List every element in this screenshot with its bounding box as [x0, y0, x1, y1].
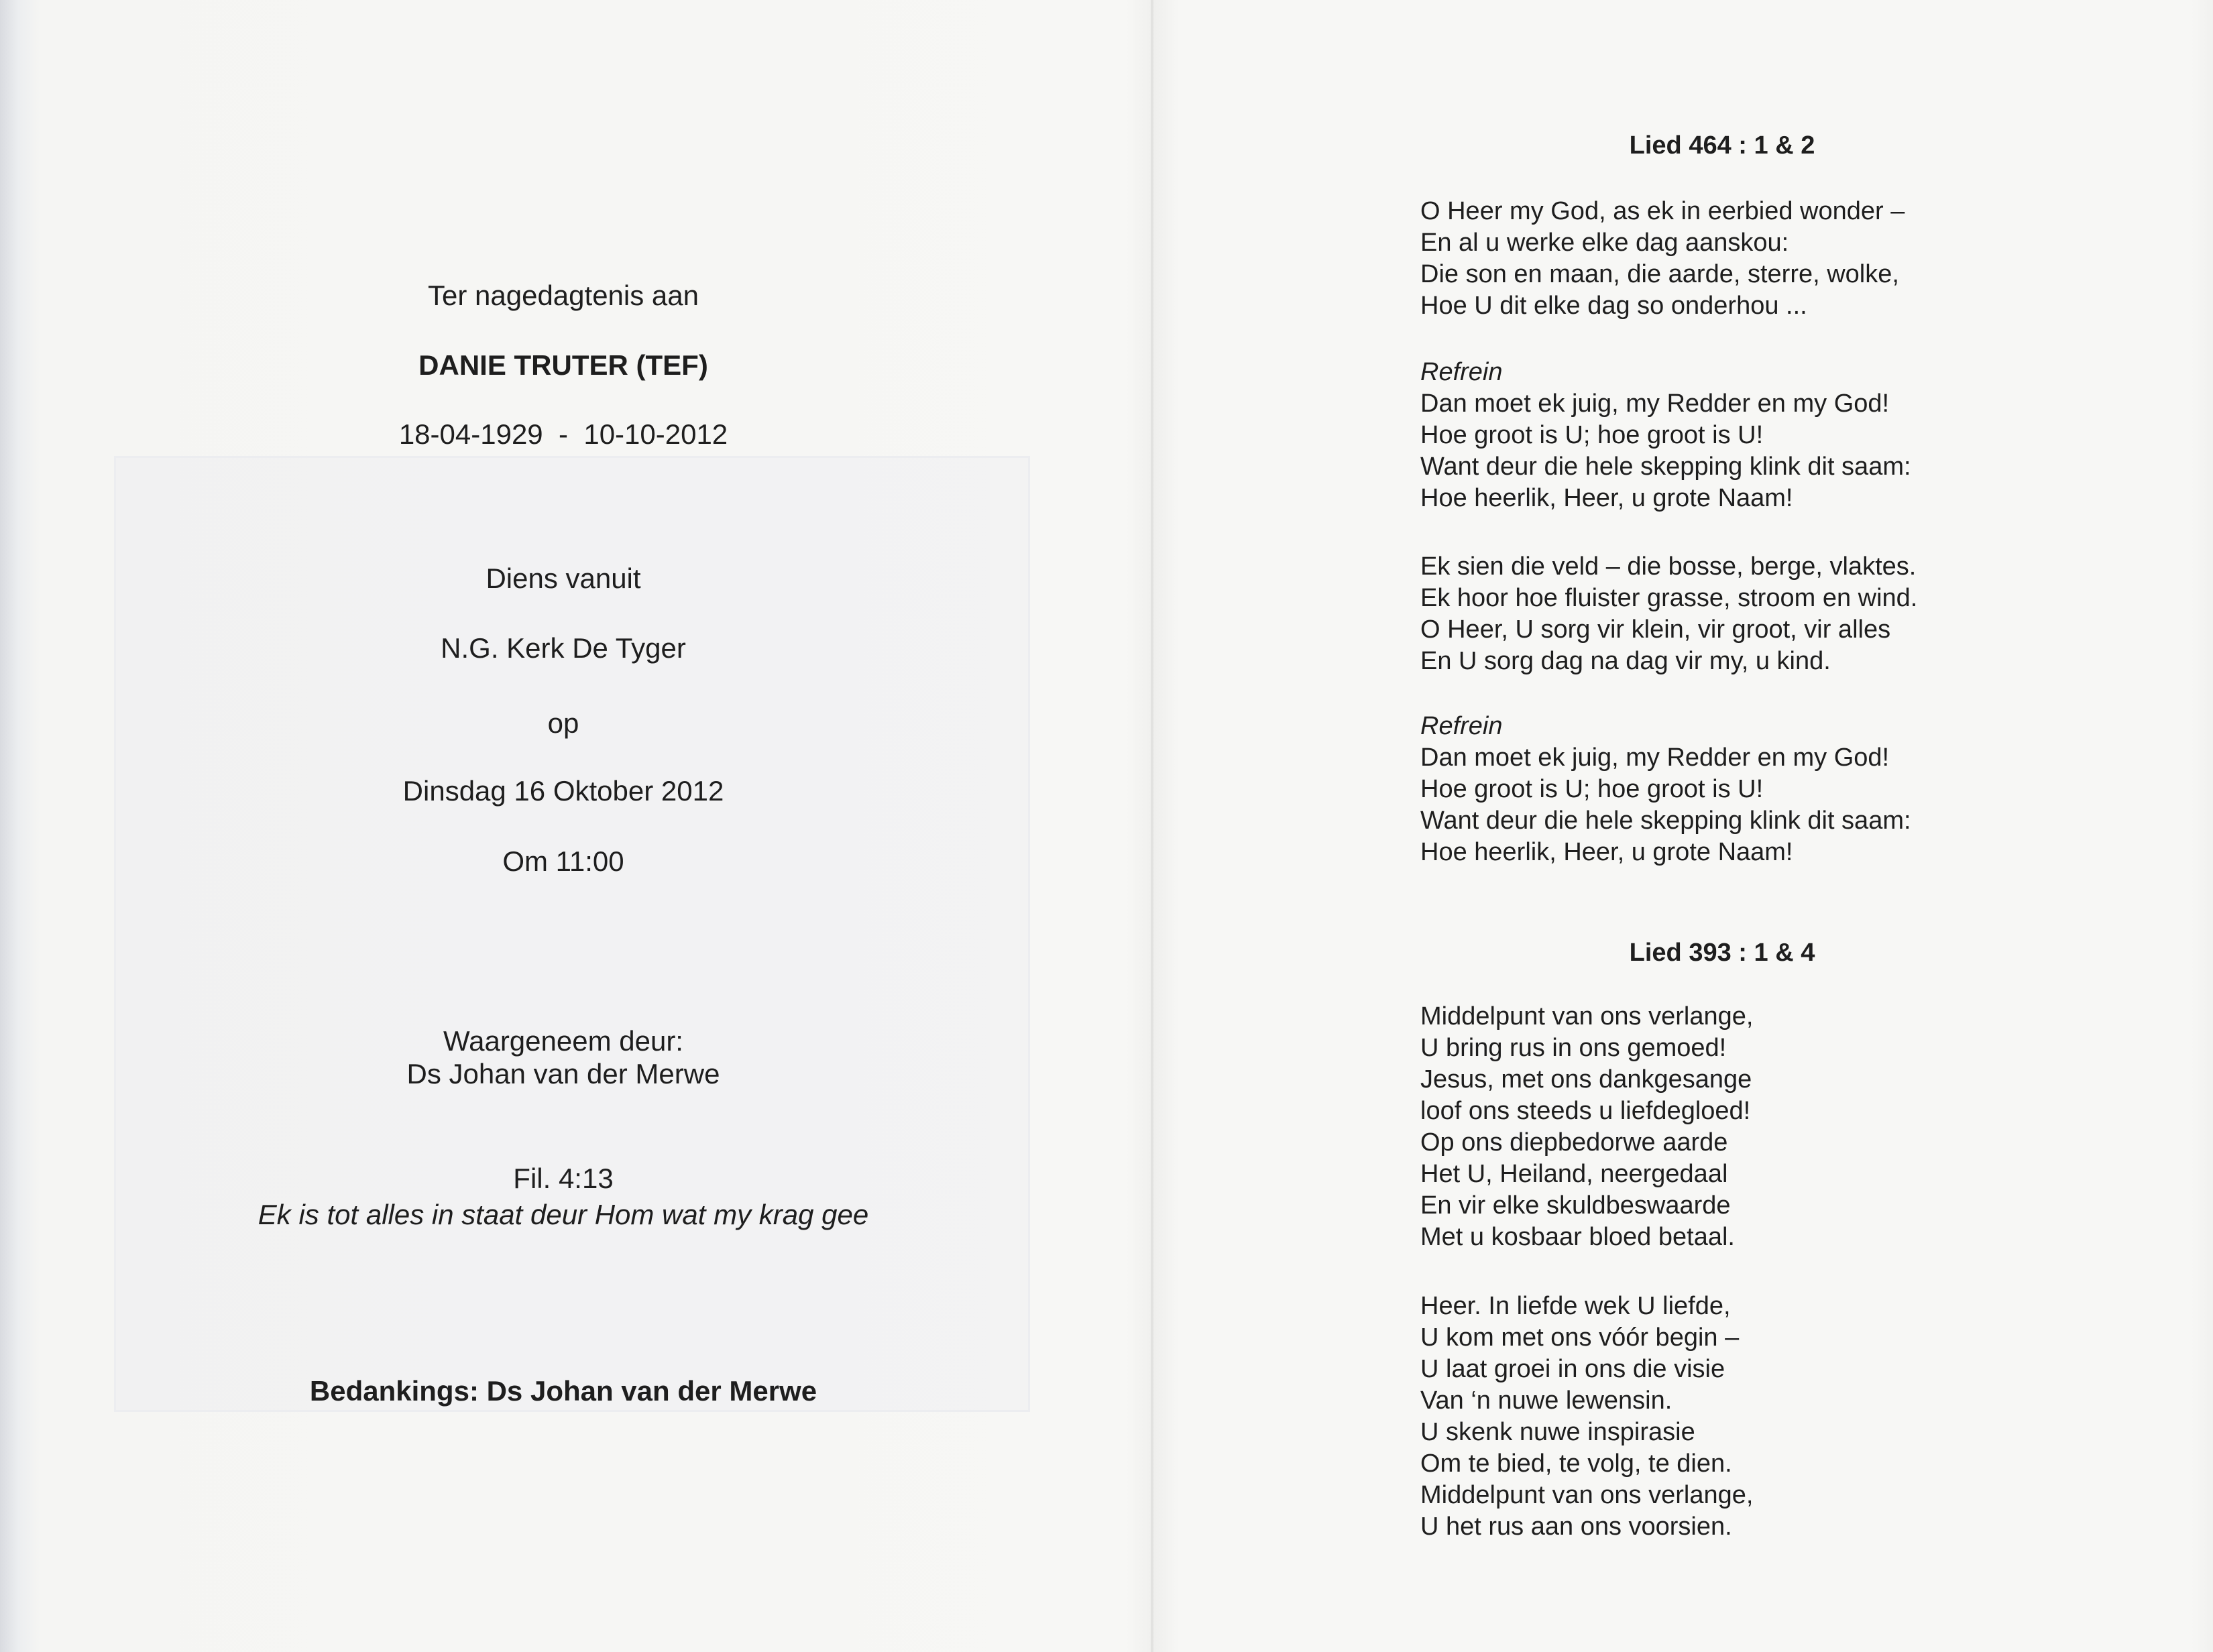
- lyric-line: Ek sien die veld – die bosse, berge, vlaktes.: [1420, 552, 1917, 581]
- lyric-line: Hoe heerlik, Heer, u grote Naam!: [1420, 484, 1793, 512]
- lyric-line: Jesus, met ons dankgesange: [1420, 1065, 1752, 1094]
- faint-photo-panel: [114, 456, 1030, 1412]
- lyric-line: U het rus aan ons voorsien.: [1420, 1513, 1732, 1541]
- lyric-line: U kom met ons vóór begin –: [1420, 1323, 1740, 1352]
- lyric-line: Heer. In liefde wek U liefde,: [1420, 1292, 1731, 1320]
- lyric-line: Dan moet ek juig, my Redder en my God!: [1420, 744, 1890, 772]
- hymn-393-title: Lied 393 : 1 & 4: [1629, 939, 1815, 967]
- lyric-line: Hoe groot is U; hoe groot is U!: [1420, 421, 1764, 449]
- hymn-464-title: Lied 464 : 1 & 2: [1629, 131, 1815, 160]
- page-fold: [1151, 0, 1153, 1652]
- lyric-line: Hoe heerlik, Heer, u grote Naam!: [1420, 838, 1793, 866]
- lyric-line: Middelpunt van ons verlange,: [1420, 1481, 1754, 1509]
- church-name: N.G. Kerk De Tyger: [441, 632, 686, 664]
- hymn-464-stanza-2: [1420, 551, 2024, 677]
- lyric-line: Ek hoor hoe fluister grasse, stroom en wind.: [1420, 584, 1918, 612]
- refrain-label: Refrein: [1420, 358, 1503, 386]
- service-time: Om 11:00: [502, 845, 624, 877]
- refrain-label: Refrein: [1420, 712, 1503, 740]
- service-from-label: Diens vanuit: [486, 563, 641, 594]
- lyric-line: loof ons steeds u liefdegloed!: [1420, 1097, 1751, 1125]
- hymn-464-refrain-2: [1420, 711, 2024, 868]
- verse-text: Ek is tot alles in staat deur Hom wat my krag gee: [258, 1199, 869, 1230]
- lyric-line: U laat groei in ons die visie: [1420, 1355, 1725, 1383]
- life-dates: 18-04-1929 - 10-10-2012: [398, 418, 728, 450]
- on-label: op: [547, 707, 579, 739]
- lyric-line: Het U, Heiland, neergedaal: [1420, 1160, 1728, 1188]
- lyric-line: Hoe U dit elke dag so onderhou ...: [1420, 292, 1807, 320]
- hymn-393-stanza-1: [1420, 1001, 2024, 1253]
- officiant-label: Waargeneem deur:: [443, 1025, 683, 1057]
- service-date: Dinsdag 16 Oktober 2012: [402, 775, 724, 807]
- lyric-line: Want deur die hele skepping klink dit saam:: [1420, 807, 1911, 835]
- hymn-464-stanza-1: [1420, 196, 2024, 322]
- lyric-line: En al u werke elke dag aanskou:: [1420, 229, 1789, 257]
- lyric-line: O Heer, U sorg vir klein, vir groot, vir alles: [1420, 615, 1891, 644]
- lyric-line: O Heer my God, as ek in eerbied wonder –: [1420, 197, 1905, 225]
- lyric-line: U skenk nuwe inspirasie: [1420, 1418, 1695, 1446]
- deceased-name: DANIE TRUTER (TEF): [418, 349, 708, 381]
- lyric-line: Met u kosbaar bloed betaal.: [1420, 1223, 1735, 1251]
- hymn-464-refrain-1: [1420, 357, 2024, 514]
- lyric-line: En U sorg dag na dag vir my, u kind.: [1420, 647, 1831, 675]
- lyric-line: Middelpunt van ons verlange,: [1420, 1002, 1754, 1030]
- lyric-line: En vir elke skuldbeswaarde: [1420, 1191, 1731, 1220]
- lyric-line: Dan moet ek juig, my Redder en my God!: [1420, 390, 1890, 418]
- lyric-line: Want deur die hele skepping klink dit saam:: [1420, 453, 1911, 481]
- lyric-line: Op ons diepbedorwe aarde: [1420, 1128, 1728, 1157]
- lyric-line: Hoe groot is U; hoe groot is U!: [1420, 775, 1764, 803]
- verse-reference: Fil. 4:13: [513, 1163, 614, 1194]
- memorial-intro: Ter nagedagtenis aan: [428, 280, 699, 311]
- hymn-393-stanza-2: [1420, 1291, 2024, 1543]
- lyric-line: Om te bied, te volg, te dien.: [1420, 1450, 1732, 1478]
- lyric-line: Die son en maan, die aarde, sterre, wolke,: [1420, 260, 1899, 288]
- lyric-line: Van ‘n nuwe lewensin.: [1420, 1386, 1672, 1415]
- thanks-line: Bedankings: Ds Johan van der Merwe: [309, 1375, 817, 1407]
- officiant-name: Ds Johan van der Merwe: [406, 1058, 720, 1089]
- lyric-line: U bring rus in ons gemoed!: [1420, 1034, 1727, 1062]
